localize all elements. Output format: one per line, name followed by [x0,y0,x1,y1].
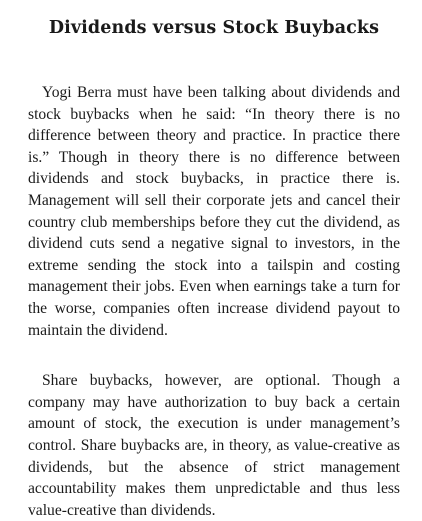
paragraph-buybacks: Share buybacks, however, are optional. Though a company may have authorization to buy back a certain amount of stock, the execution is under management’s control. Share buybacks are, in theory, as value-creative as dividends, but the absence of strict management accountability makes them unpredictable and thus less value-creative than dividends. [28,372,400,519]
paragraph-dividends: Yogi Berra must have been talking about dividends and stock buybacks when he said: “In theory there is no difference between theory and practice. In practice there is.” Though in theory there is no difference between dividends and stock buybacks, in practice there is. Management will sell their corporate jets and cancel their country club memberships before they cut the dividend, as dividend cuts send a negative signal to investors, in the extreme sending the stock into a tailspin and costing management their jobs. Even when earnings take a turn for the worse, companies often increase dividend payout to maintain the dividend. [28,84,400,339]
page-title: Dividends versus Stock Buybacks [48,18,380,38]
